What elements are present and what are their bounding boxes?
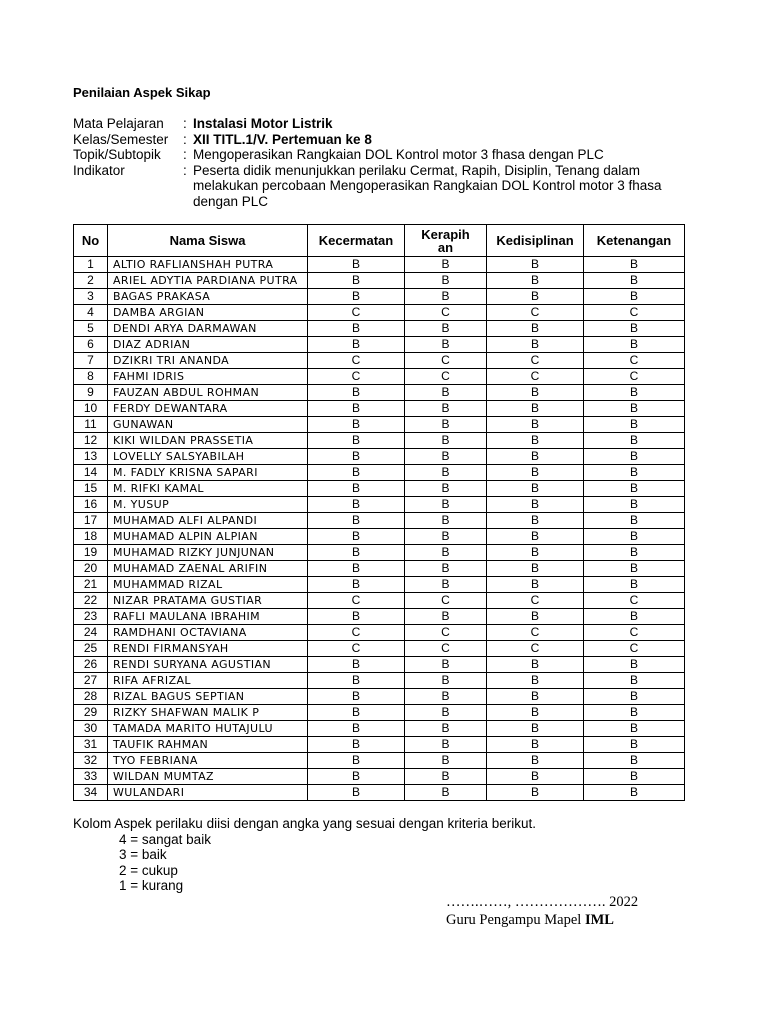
cell-kecermatan: B — [308, 481, 405, 497]
table-row — [74, 689, 685, 705]
cell-kerapihan: B — [405, 337, 487, 353]
cell-name: MUHAMAD ZAENAL ARIFIN — [108, 561, 308, 577]
cell-kedisiplinan: B — [487, 497, 584, 513]
cell-kecermatan: B — [308, 705, 405, 721]
table-row — [74, 545, 685, 561]
cell-kecermatan: B — [308, 785, 405, 801]
cell-kecermatan: B — [308, 417, 405, 433]
cell-name: KIKI WILDAN PRASSETIA — [108, 433, 308, 449]
cell-no: 7 — [74, 353, 108, 369]
cell-kecermatan: C — [308, 593, 405, 609]
cell-name: M. YUSUP — [108, 497, 308, 513]
cell-no: 33 — [74, 769, 108, 785]
cell-ketenangan: B — [584, 721, 685, 737]
cell-kecermatan: B — [308, 721, 405, 737]
cell-kecermatan: B — [308, 321, 405, 337]
cell-kerapihan: C — [405, 593, 487, 609]
signature-subject: IML — [584, 912, 614, 928]
meta-row — [73, 132, 693, 148]
signature-block — [446, 893, 638, 929]
cell-ketenangan: C — [584, 593, 685, 609]
cell-kedisiplinan: B — [487, 481, 584, 497]
cell-kerapihan: B — [405, 449, 487, 465]
cell-kecermatan: B — [308, 529, 405, 545]
cell-ketenangan: C — [584, 353, 685, 369]
meta-value: Instalasi Motor Listrik — [193, 116, 333, 131]
cell-kedisiplinan: B — [487, 337, 584, 353]
cell-kedisiplinan: B — [487, 705, 584, 721]
cell-no: 13 — [74, 449, 108, 465]
cell-kerapihan: B — [405, 705, 487, 721]
cell-name: DIAZ ADRIAN — [108, 337, 308, 353]
cell-kecermatan: C — [308, 353, 405, 369]
cell-kedisiplinan: B — [487, 689, 584, 705]
cell-ketenangan: B — [584, 497, 685, 513]
cell-kerapihan: B — [405, 561, 487, 577]
table-row — [74, 593, 685, 609]
table-row — [74, 769, 685, 785]
cell-no: 11 — [74, 417, 108, 433]
cell-name: RENDI SURYANA AGUSTIAN — [108, 657, 308, 673]
cell-ketenangan: B — [584, 289, 685, 305]
cell-no: 21 — [74, 577, 108, 593]
cell-name: DAMBA ARGIAN — [108, 305, 308, 321]
cell-name: FAHMI IDRIS — [108, 369, 308, 385]
cell-kecermatan: B — [308, 753, 405, 769]
cell-kerapihan: B — [405, 497, 487, 513]
table-row — [74, 465, 685, 481]
cell-kecermatan: B — [308, 561, 405, 577]
criteria-notes — [73, 816, 536, 894]
cell-name: GUNAWAN — [108, 417, 308, 433]
table-row — [74, 529, 685, 545]
cell-name: FERDY DEWANTARA — [108, 401, 308, 417]
cell-kerapihan: C — [405, 625, 487, 641]
cell-name: DENDI ARYA DARMAWAN — [108, 321, 308, 337]
meta-colon: : — [183, 131, 187, 147]
cell-ketenangan: B — [584, 753, 685, 769]
header-kecermatan: Kecermatan — [308, 225, 405, 257]
cell-kerapihan: B — [405, 481, 487, 497]
meta-block — [73, 116, 693, 209]
cell-kerapihan: B — [405, 753, 487, 769]
cell-kedisiplinan: C — [487, 593, 584, 609]
cell-kedisiplinan: C — [487, 369, 584, 385]
cell-no: 27 — [74, 673, 108, 689]
cell-ketenangan: B — [584, 577, 685, 593]
cell-name: TYO FEBRIANA — [108, 753, 308, 769]
meta-row — [73, 147, 693, 163]
cell-kedisiplinan: B — [487, 449, 584, 465]
cell-kerapihan: B — [405, 257, 487, 273]
cell-no: 12 — [74, 433, 108, 449]
cell-kedisiplinan: C — [487, 305, 584, 321]
cell-kerapihan: C — [405, 369, 487, 385]
cell-no: 22 — [74, 593, 108, 609]
cell-kecermatan: B — [308, 657, 405, 673]
cell-kedisiplinan: B — [487, 465, 584, 481]
cell-kecermatan: C — [308, 369, 405, 385]
header-kedisiplinan: Kedisiplinan — [487, 225, 584, 257]
cell-kecermatan: B — [308, 337, 405, 353]
cell-kerapihan: B — [405, 689, 487, 705]
table-row — [74, 417, 685, 433]
meta-key: Mata Pelajaran — [73, 116, 164, 131]
table-header-row — [74, 225, 685, 257]
meta-row — [73, 163, 693, 210]
cell-name: RAFLI MAULANA IBRAHIM — [108, 609, 308, 625]
cell-kerapihan: B — [405, 545, 487, 561]
cell-ketenangan: B — [584, 737, 685, 753]
cell-ketenangan: B — [584, 545, 685, 561]
cell-kecermatan: B — [308, 689, 405, 705]
cell-name: WULANDARI — [108, 785, 308, 801]
cell-no: 25 — [74, 641, 108, 657]
table-row — [74, 657, 685, 673]
cell-no: 15 — [74, 481, 108, 497]
meta-key: Topik/Subtopik — [73, 147, 161, 162]
cell-ketenangan: B — [584, 321, 685, 337]
cell-no: 34 — [74, 785, 108, 801]
cell-no: 18 — [74, 529, 108, 545]
cell-name: RAMDHANI OCTAVIANA — [108, 625, 308, 641]
table-row — [74, 721, 685, 737]
table-row — [74, 273, 685, 289]
table-row — [74, 673, 685, 689]
cell-no: 5 — [74, 321, 108, 337]
meta-colon: : — [183, 116, 187, 131]
signature-role-line — [446, 911, 638, 929]
cell-name: RENDI FIRMANSYAH — [108, 641, 308, 657]
cell-name: ALTIO RAFLIANSHAH PUTRA — [108, 257, 308, 273]
signature-date-line: …….……, ………………. 2022 — [446, 894, 639, 910]
meta-colon: : — [183, 162, 187, 178]
cell-kedisiplinan: B — [487, 273, 584, 289]
cell-kedisiplinan: B — [487, 401, 584, 417]
cell-no: 24 — [74, 625, 108, 641]
cell-name: LOVELLY SALSYABILAH — [108, 449, 308, 465]
cell-ketenangan: B — [584, 785, 685, 801]
header-kerapihan — [405, 225, 487, 257]
meta-value: Mengoperasikan Rangkaian DOL Kontrol motor 3 fhasa dengan PLC — [193, 147, 604, 162]
table-row — [74, 321, 685, 337]
cell-no: 17 — [74, 513, 108, 529]
criteria-intro: Kolom Aspek perilaku diisi dengan angka yang sesuai dengan kriteria berikut. — [73, 816, 537, 831]
cell-no: 28 — [74, 689, 108, 705]
cell-name: MUHAMMAD RIZAL — [108, 577, 308, 593]
cell-ketenangan: B — [584, 337, 685, 353]
cell-kecermatan: B — [308, 769, 405, 785]
table-row — [74, 353, 685, 369]
cell-ketenangan: B — [584, 273, 685, 289]
cell-kecermatan: B — [308, 449, 405, 465]
table-row — [74, 449, 685, 465]
cell-no: 3 — [74, 289, 108, 305]
table-row — [74, 561, 685, 577]
cell-kerapihan: C — [405, 353, 487, 369]
cell-kerapihan: B — [405, 529, 487, 545]
cell-no: 2 — [74, 273, 108, 289]
table-row — [74, 625, 685, 641]
cell-kecermatan: B — [308, 401, 405, 417]
cell-kedisiplinan: B — [487, 385, 584, 401]
cell-kerapihan: B — [405, 433, 487, 449]
cell-kerapihan: B — [405, 465, 487, 481]
cell-ketenangan: B — [584, 769, 685, 785]
criteria-item: 1 = kurang — [119, 878, 184, 893]
cell-no: 4 — [74, 305, 108, 321]
criteria-item: 3 = baik — [119, 847, 167, 862]
cell-kerapihan: B — [405, 609, 487, 625]
cell-kerapihan: B — [405, 417, 487, 433]
cell-ketenangan: B — [584, 513, 685, 529]
cell-kedisiplinan: B — [487, 257, 584, 273]
table-row — [74, 577, 685, 593]
cell-kecermatan: C — [308, 305, 405, 321]
table-row — [74, 785, 685, 801]
cell-no: 16 — [74, 497, 108, 513]
assessment-table — [73, 224, 685, 801]
cell-ketenangan: B — [584, 465, 685, 481]
cell-no: 10 — [74, 401, 108, 417]
cell-name: TAUFIK RAHMAN — [108, 737, 308, 753]
cell-kedisiplinan: C — [487, 641, 584, 657]
cell-ketenangan: B — [584, 417, 685, 433]
meta-key: Indikator — [73, 162, 125, 178]
cell-name: DZIKRI TRI ANANDA — [108, 353, 308, 369]
cell-kedisiplinan: B — [487, 753, 584, 769]
cell-kerapihan: B — [405, 289, 487, 305]
cell-ketenangan: B — [584, 401, 685, 417]
cell-ketenangan: B — [584, 449, 685, 465]
cell-kerapihan: B — [405, 737, 487, 753]
cell-ketenangan: B — [584, 481, 685, 497]
cell-kecermatan: B — [308, 433, 405, 449]
cell-ketenangan: B — [584, 561, 685, 577]
cell-kedisiplinan: B — [487, 561, 584, 577]
cell-kecermatan: C — [308, 641, 405, 657]
cell-kerapihan: B — [405, 657, 487, 673]
table-row — [74, 609, 685, 625]
cell-no: 23 — [74, 609, 108, 625]
cell-no: 9 — [74, 385, 108, 401]
table-row — [74, 257, 685, 273]
cell-kecermatan: B — [308, 465, 405, 481]
cell-ketenangan: B — [584, 689, 685, 705]
cell-kedisiplinan: B — [487, 785, 584, 801]
cell-ketenangan: B — [584, 609, 685, 625]
table-row — [74, 289, 685, 305]
cell-kerapihan: B — [405, 321, 487, 337]
cell-kedisiplinan: B — [487, 609, 584, 625]
cell-ketenangan: C — [584, 641, 685, 657]
cell-name: MUHAMAD ALFI ALPANDI — [108, 513, 308, 529]
table-row — [74, 433, 685, 449]
cell-kedisiplinan: B — [487, 737, 584, 753]
cell-kecermatan: C — [308, 625, 405, 641]
cell-ketenangan: C — [584, 625, 685, 641]
cell-kerapihan: C — [405, 305, 487, 321]
cell-ketenangan: C — [584, 305, 685, 321]
cell-ketenangan: C — [584, 369, 685, 385]
cell-kecermatan: B — [308, 273, 405, 289]
header-kerapihan-label: Kerapihan — [421, 226, 470, 255]
cell-kedisiplinan: B — [487, 321, 584, 337]
cell-kecermatan: B — [308, 609, 405, 625]
cell-kerapihan: B — [405, 273, 487, 289]
header-nama-siswa: Nama Siswa — [108, 225, 308, 257]
cell-ketenangan: B — [584, 433, 685, 449]
cell-ketenangan: B — [584, 657, 685, 673]
table-row — [74, 369, 685, 385]
cell-kerapihan: C — [405, 641, 487, 657]
cell-no: 6 — [74, 337, 108, 353]
cell-kerapihan: B — [405, 385, 487, 401]
cell-name: MUHAMAD ALPIN ALPIAN — [108, 529, 308, 545]
cell-kedisiplinan: B — [487, 721, 584, 737]
cell-kerapihan: B — [405, 577, 487, 593]
cell-kecermatan: B — [308, 289, 405, 305]
cell-name: FAUZAN ABDUL ROHMAN — [108, 385, 308, 401]
cell-no: 20 — [74, 561, 108, 577]
cell-kedisiplinan: B — [487, 769, 584, 785]
cell-kecermatan: B — [308, 545, 405, 561]
cell-kerapihan: B — [405, 721, 487, 737]
table-row — [74, 753, 685, 769]
cell-kedisiplinan: B — [487, 529, 584, 545]
cell-kecermatan: B — [308, 513, 405, 529]
meta-value: Peserta didik menunjukkan perilaku Cermat, Rapih, Disiplin, Tenang dalam melakukan percobaan Mengoperasikan Rangkaian DOL Kontrol motor 3 fhasa dengan PLC — [193, 162, 662, 209]
table-row — [74, 497, 685, 513]
cell-name: NIZAR PRATAMA GUSTIAR — [108, 593, 308, 609]
cell-ketenangan: B — [584, 385, 685, 401]
cell-kedisiplinan: C — [487, 625, 584, 641]
cell-kedisiplinan: B — [487, 289, 584, 305]
cell-name: WILDAN MUMTAZ — [108, 769, 308, 785]
cell-kerapihan: B — [405, 513, 487, 529]
table-row — [74, 385, 685, 401]
table-row — [74, 337, 685, 353]
cell-kecermatan: B — [308, 497, 405, 513]
table-row — [74, 737, 685, 753]
cell-no: 30 — [74, 721, 108, 737]
table-row — [74, 481, 685, 497]
cell-no: 19 — [74, 545, 108, 561]
cell-kerapihan: B — [405, 401, 487, 417]
cell-kecermatan: B — [308, 673, 405, 689]
criteria-item: 2 = cukup — [119, 862, 178, 878]
cell-no: 26 — [74, 657, 108, 673]
cell-name: BAGAS PRAKASA — [108, 289, 308, 305]
cell-no: 14 — [74, 465, 108, 481]
cell-kedisiplinan: B — [487, 545, 584, 561]
cell-name: ARIEL ADYTIA PARDIANA PUTRA — [108, 273, 308, 289]
table-row — [74, 641, 685, 657]
header-ketenangan: Ketenangan — [584, 225, 685, 257]
cell-name: RIFA AFRIZAL — [108, 673, 308, 689]
meta-colon: : — [183, 147, 187, 162]
cell-no: 29 — [74, 705, 108, 721]
cell-name: M. FADLY KRISNA SAPARI — [108, 465, 308, 481]
cell-name: TAMADA MARITO HUTAJULU — [108, 721, 308, 737]
cell-no: 8 — [74, 369, 108, 385]
cell-no: 31 — [74, 737, 108, 753]
cell-kerapihan: B — [405, 769, 487, 785]
cell-kedisiplinan: B — [487, 513, 584, 529]
cell-kedisiplinan: C — [487, 353, 584, 369]
table-row — [74, 705, 685, 721]
cell-no: 32 — [74, 753, 108, 769]
document-title: Penilaian Aspek Sikap — [73, 85, 211, 100]
cell-kedisiplinan: B — [487, 673, 584, 689]
cell-kerapihan: B — [405, 785, 487, 801]
meta-row — [73, 116, 693, 132]
table-row — [74, 401, 685, 417]
meta-value: XII TITL.1/V. Pertemuan ke 8 — [193, 131, 372, 147]
cell-no: 1 — [74, 257, 108, 273]
cell-name: M. RIFKI KAMAL — [108, 481, 308, 497]
cell-kecermatan: B — [308, 385, 405, 401]
meta-key: Kelas/Semester — [73, 131, 169, 147]
signature-role: Guru Pengampu Mapel — [446, 912, 582, 928]
cell-kecermatan: B — [308, 577, 405, 593]
cell-kecermatan: B — [308, 257, 405, 273]
cell-name: MUHAMAD RIZKY JUNJUNAN — [108, 545, 308, 561]
cell-ketenangan: B — [584, 673, 685, 689]
cell-ketenangan: B — [584, 529, 685, 545]
header-no: No — [74, 225, 108, 257]
cell-name: RIZAL BAGUS SEPTIAN — [108, 689, 308, 705]
cell-name: RIZKY SHAFWAN MALIK P — [108, 705, 308, 721]
cell-kedisiplinan: B — [487, 417, 584, 433]
cell-kedisiplinan: B — [487, 657, 584, 673]
cell-kerapihan: B — [405, 673, 487, 689]
cell-kedisiplinan: B — [487, 577, 584, 593]
table-row — [74, 305, 685, 321]
cell-ketenangan: B — [584, 257, 685, 273]
cell-kecermatan: B — [308, 737, 405, 753]
cell-ketenangan: B — [584, 705, 685, 721]
criteria-item: 4 = sangat baik — [119, 831, 211, 847]
table-row — [74, 513, 685, 529]
cell-kedisiplinan: B — [487, 433, 584, 449]
